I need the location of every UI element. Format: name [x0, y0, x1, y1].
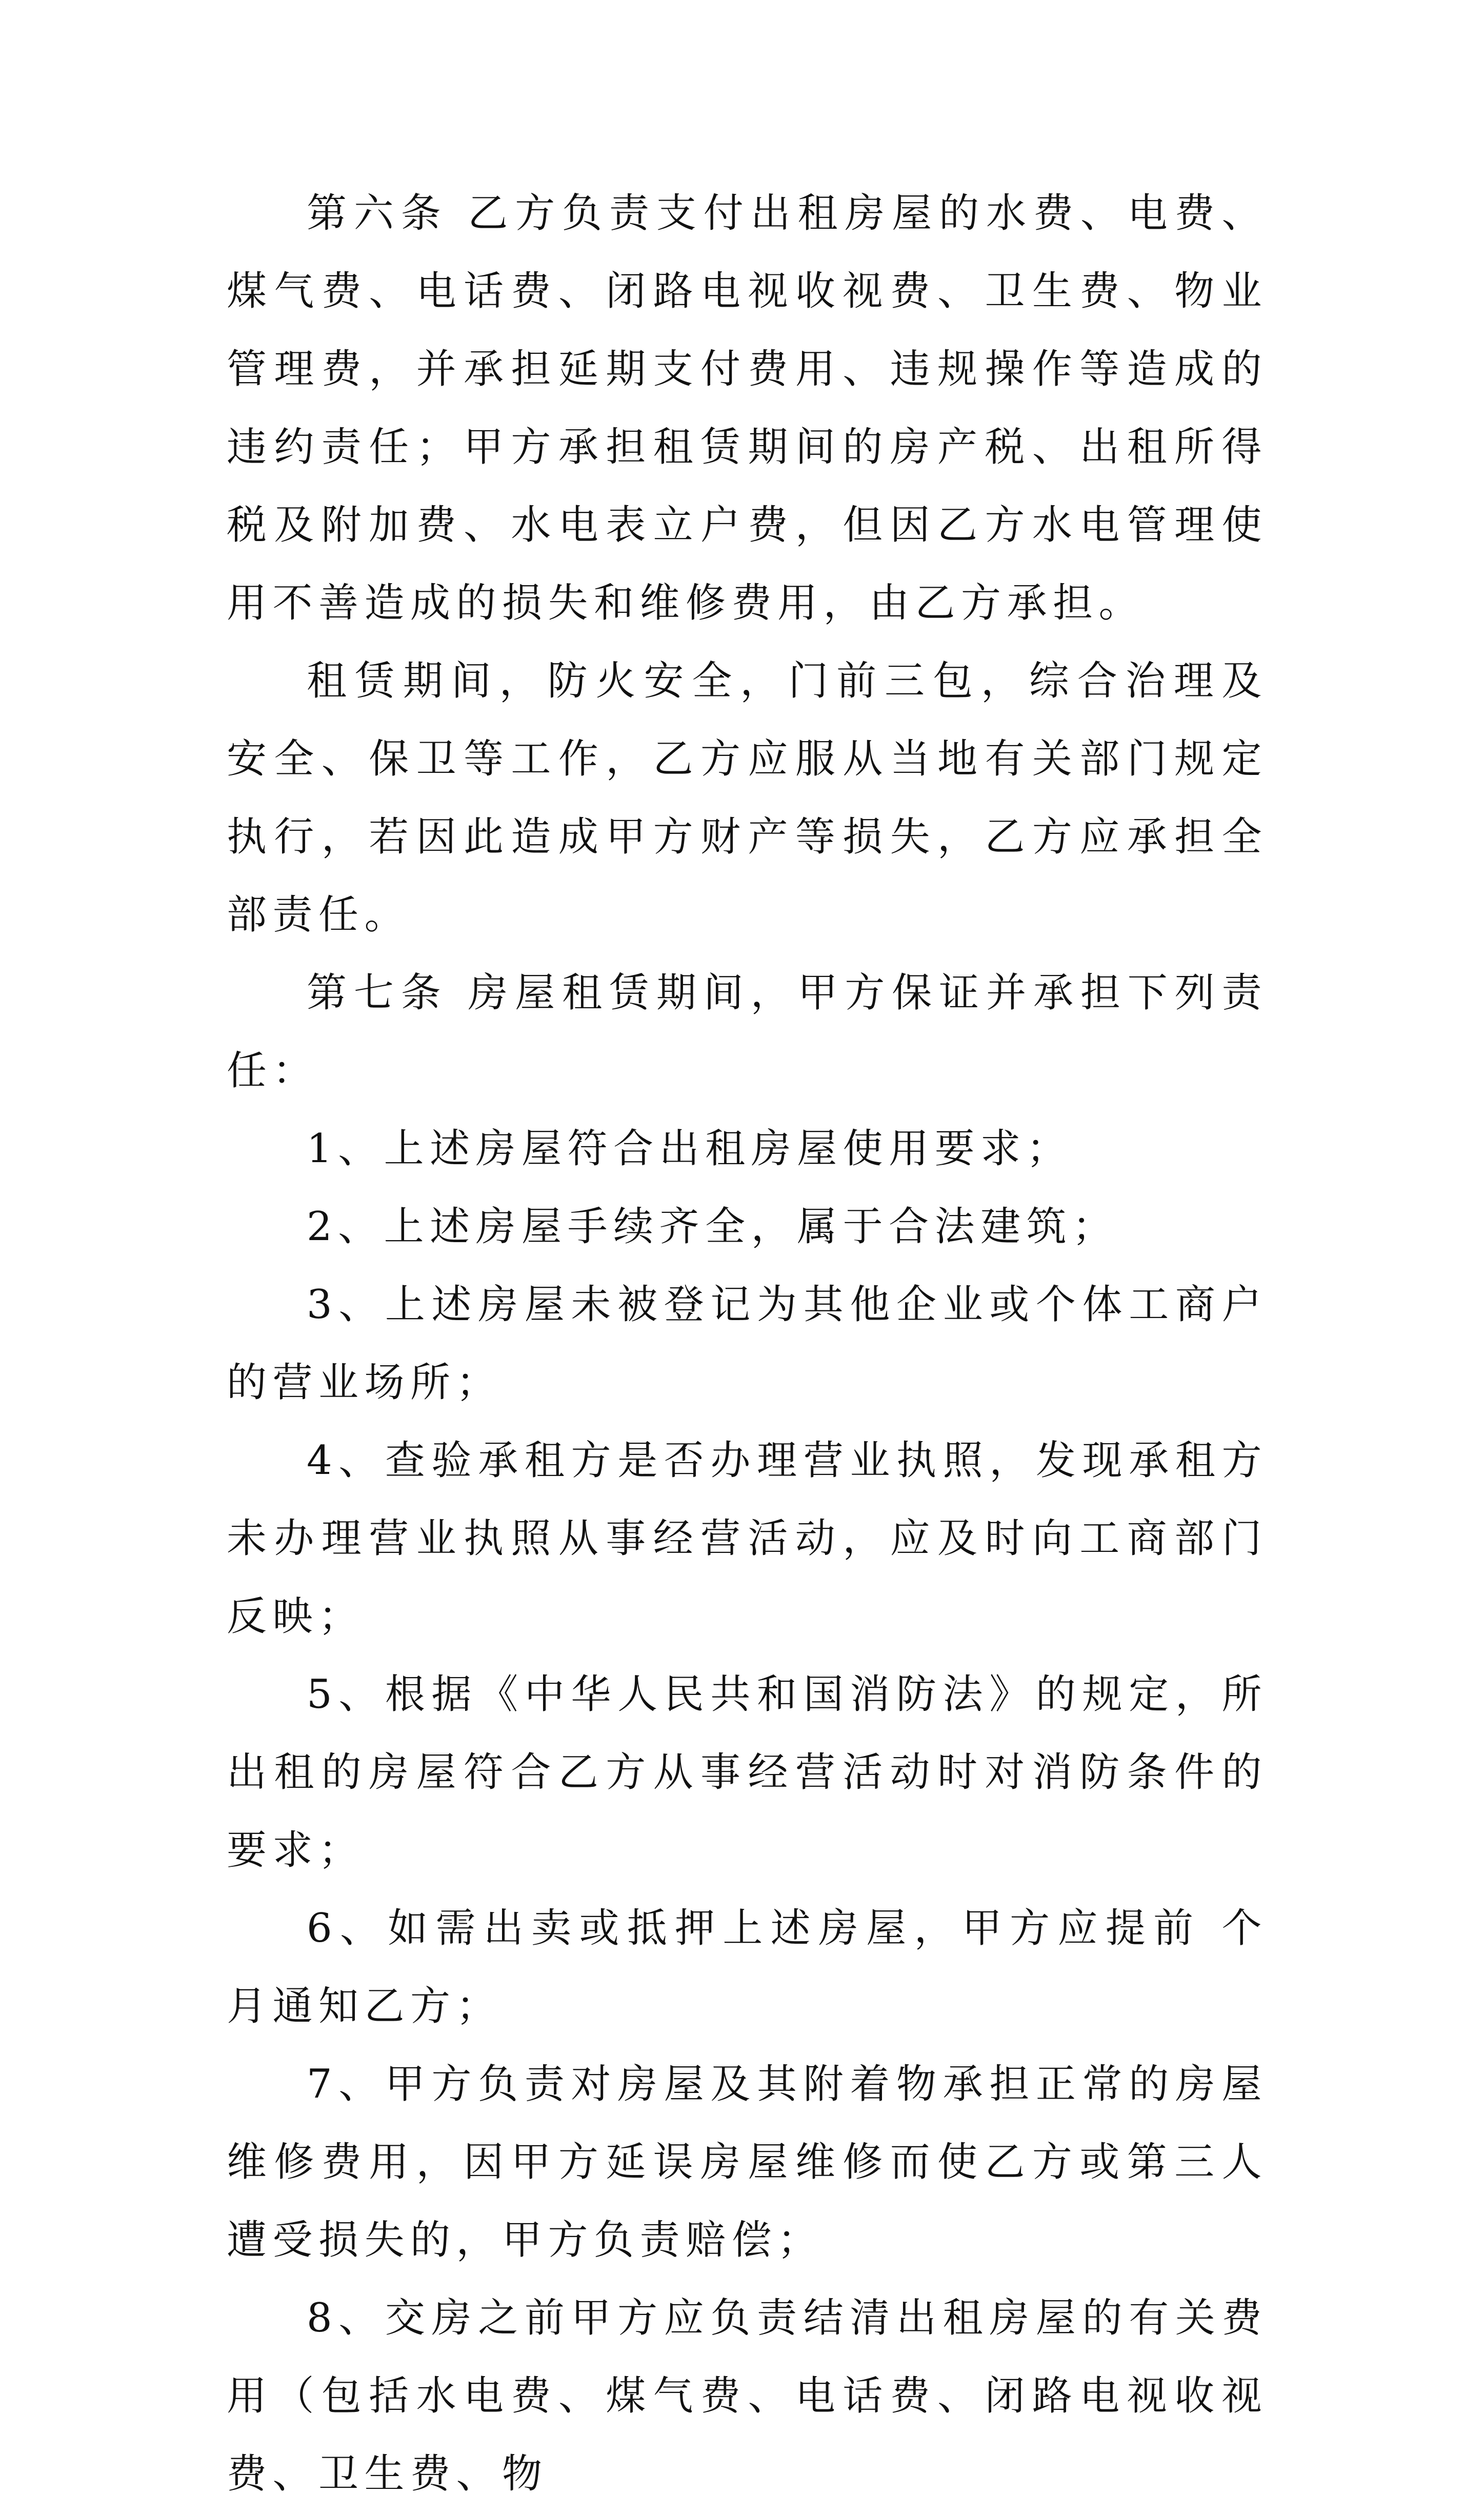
list-item-7: 7、甲方负责对房屋及其附着物承担正常的房屋维修费用，因甲方延误房屋维修而使乙方或第三人遭受损失的，甲方负责赔偿；	[227, 2061, 1268, 2263]
list-item-3: 3、上述房屋未被登记为其他企业或个体工商户的营业场所；	[227, 1282, 1268, 1406]
list-item-2: 2、上述房屋手续齐全，属于合法建筑；	[307, 1204, 1118, 1250]
document-body	[227, 174, 1268, 2513]
paragraph-lease-safety: 租赁期间，防火安全，门前三包，综合治理及安全、保卫等工作，乙方应服从当地有关部门规定执行，若因此造成甲方财产等损失，乙方应承担全部责任。	[227, 658, 1268, 938]
paragraph-article-7: 第七条 房屋租赁期间，甲方保证并承担下列责任：	[227, 970, 1268, 1094]
list-item-4: 4、查验承租方是否办理营业执照，发现承租方未办理营业执照从事经营活动，应及时向工商部门反映；	[227, 1438, 1268, 1640]
list-item-6: 6、如需出卖或抵押上述房屋，甲方应提前 个月通知乙方；	[227, 1905, 1268, 2029]
list-item-5: 5、根据《中华人民共和国消防法》的规定，所出租的房屋符合乙方从事经营活动时对消防条件的要求；	[227, 1671, 1268, 1873]
paragraph-article-6: 第六条 乙方负责支付出租房屋的水费、电费、煤气费、电话费、闭路电视收视费、卫生费、物业管理费，并承担延期支付费用、违规操作等造成的违约责任；甲方承担租赁期间的房产税、出租所得税及附加费、水电表立户费，但因乙方水电管理使用不善造成的损失和维修费用，由乙方承担。	[227, 190, 1268, 626]
list-item-8: 8、交房之前甲方应负责结清出租房屋的有关费用（包括水电费、煤气费、电话费、闭路电视收视费、卫生费、物	[227, 2295, 1268, 2497]
list-item-1: 1、上述房屋符合出租房屋使用要求；	[307, 1126, 1073, 1172]
